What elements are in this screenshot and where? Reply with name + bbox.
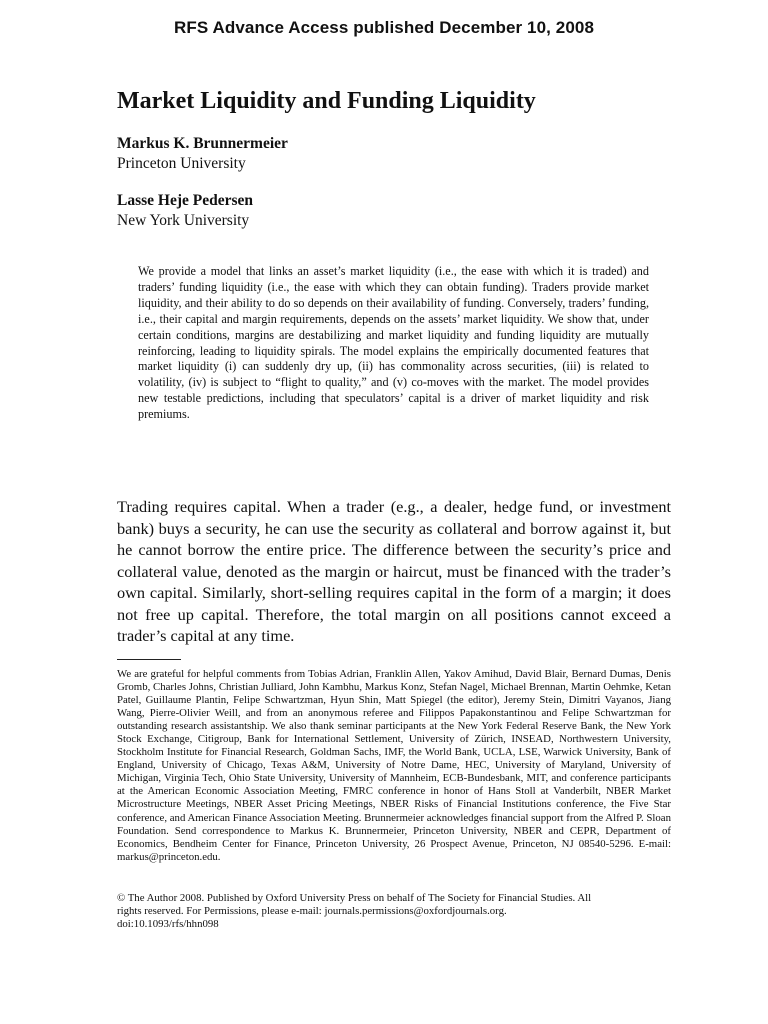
footnote-divider [117,659,181,660]
acknowledgements-footnote: We are grateful for helpful comments from Tobias Adrian, Franklin Allen, Yakov Amihud, David Blair, Bernard Dumas, Denis Gromb, Charles Johns, Christian Julliard, John Kambhu, Markus Konz, Stefan Nagel, Michael Brennan, Martin Oehmke, Ketan Patel, Guillaume Plantin, Felipe Schwartzman, Hyun Shin, Matt Spiegel (the editor), Jeremy Stein, Dimitri Vayanos, Jiang Wang, Pierre-Olivier Weill, and from an anonymous referee and Filippos Papakonstantinou and Felipe Schwartzman for outstanding research assistantship. We also thank seminar participants at the New York Federal Reserve Bank, the New York Stock Exchange, Citigroup, Bank for International Settlement, University of Zürich, INSEAD, Northwestern University, Stockholm Institute for Financial Research, Goldman Sachs, IMF, the World Bank, UCLA, LSE, Warwick University, Bank of England, University of Chicago, Texas A&M, University of Notre Dame, HEC, University of Maryland, University of Michigan, Virginia Tech, Ohio State University, University of Mannheim, ECB-Bundesbank, MIT, and conference participants at the American Economic Association Meeting, FMRC conference in honor of Hans Stoll at Vanderbilt, NBER Market Microstructure Meetings, NBER Asset Pricing Meetings, NBER Risks of Financial Institutions conference, the Five Star conference, and American Finance Association Meeting. Brunnermeier acknowledges financial support from the Alfred P. Sloan Foundation. Send correspondence to Markus K. Brunnermeier, Princeton University, NBER and CEPR, Department of Economics, Bendheim Center for Finance, Princeton University, 26 Prospect Avenue, Princeton, NJ 08540-5296. E-mail: markus@princeton.edu. [117,668,671,863]
author-block [117,134,288,174]
author-name: Markus K. Brunnermeier [117,135,288,152]
abstract: We provide a model that links an asset’s market liquidity (i.e., the ease with which it is traded) and traders’ funding liquidity (i.e., the ease with which they can obtain funding). Traders provide market liquidity, and their ability to do so depends on their availability of funding. Conversely, traders’ funding, i.e., their capital and margin requirements, depends on the assets’ market liquidity. We show that, under certain conditions, margins are destabilizing and market liquidity and funding liquidity are mutually reinforcing, leading to liquidity spirals. The model explains the empirically documented features that market liquidity (i) can suddenly dry up, (ii) has commonality across securities, (iii) is related to volatility, (iv) is subject to “flight to quality,” and (v) co-moves with the market. The model provides new testable predictions, including that speculators’ capital is a driver of market liquidity and risk premiums. [138,264,649,422]
copyright-notice [117,892,671,931]
doi-line: doi:10.1093/rfs/hhn098 [117,918,219,930]
paper-title: Market Liquidity and Funding Liquidity [117,88,536,114]
permissions-line: rights reserved. For Permissions, please e-mail: journals.permissions@oxfordjournals.org. [117,905,507,917]
author-name: Lasse Heje Pedersen [117,192,254,209]
publication-banner: RFS Advance Access published December 10, 2008 [173,18,595,37]
author-affiliation: New York University [117,212,250,229]
intro-paragraph: Trading requires capital. When a trader (e.g., a dealer, hedge fund, or investment bank) buys a security, he can use the security as collateral and borrow against it, but he cannot borrow the entire price. The difference between the security’s price and collateral value, denoted as the margin or haircut, must be financed with the trader’s own capital. Similarly, short-selling requires capital in the form of a margin; it does not free up capital. Therefore, the total margin on all positions cannot exceed a trader’s capital at any time. [117,497,671,645]
author-affiliation: Princeton University [117,155,246,172]
author-block [117,191,253,231]
copyright-line: © The Author 2008. Published by Oxford University Press on behalf of The Society for Financial Studies. All [117,892,592,904]
